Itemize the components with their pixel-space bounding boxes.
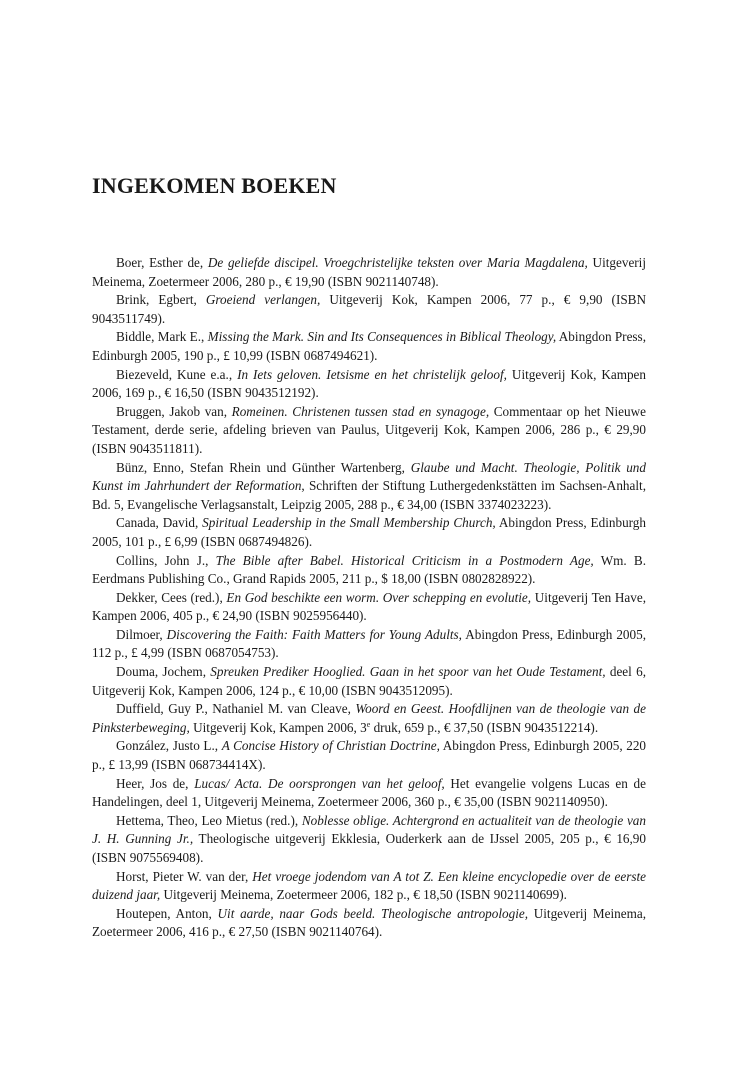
entry-author: Dekker, Cees (red.), (116, 589, 223, 605)
entry-details-prefix: Uitgeverij Kok, Kampen 2006, 3 (193, 719, 367, 735)
entry-details: Uitgeverij Meinema, Zoetermeer 2006, 182 p., € 18,50 (ISBN 9021140699). (163, 887, 567, 903)
entry-author: Duffield, Guy P., Nathaniel M. van Cleave, (116, 701, 351, 717)
book-entry (92, 403, 646, 459)
entry-details: Uitgeverij Meinema, Zoetermeer 2006, 416 p., € 27,50 (ISBN 9021140764). (92, 905, 646, 940)
entry-details: Commentaar op het Nieuwe Testament, derde serie, afdeling brieven van Paulus, Uitgeverij Kok, Kampen 2006, 286 p., € 29,90 (ISBN 9043511811). (92, 403, 646, 456)
book-entry (92, 254, 646, 291)
entry-author: Brink, Egbert, (116, 292, 197, 308)
entry-author: Canada, David, (116, 515, 199, 531)
entry-title: In Iets geloven. Ietsisme en het christelijk geloof, (237, 366, 507, 382)
entry-title: En God beschikte een worm. Over schepping en evolutie, (226, 589, 532, 605)
page-title: INGEKOMEN BOEKEN (92, 173, 337, 198)
book-entry (92, 905, 646, 942)
book-entry (92, 812, 646, 868)
entry-title: Het vroege jodendom van A tot Z. Een kleine encyclopedie over de eerste duizend jaar, (92, 868, 646, 903)
entry-title: Woord en Geest. Hoofdlijnen van de theologie van de Pinksterbeweging, (92, 701, 646, 735)
entry-title: Spreuken Prediker Hooglied. Gaan in het spoor van het Oude Testament, (210, 664, 606, 680)
entry-details: Abingdon Press, Edinburgh 2005, 220 p., £ 13,99 (ISBN 068734414X). (92, 738, 647, 773)
entry-author: Bünz, Enno, Stefan Rhein und Günther Wartenberg, (116, 459, 405, 475)
entry-details: Uitgeverij Meinema, Zoetermeer 2006, 280 p., € 19,90 (ISBN 9021140748). (92, 255, 647, 289)
entry-title: The Bible after Babel. Historical Criticism in a Postmodern Age, (215, 552, 594, 568)
entry-details: Abingdon Press, Edinburgh 2005, 190 p., £ 10,99 (ISBN 0687494621). (92, 329, 646, 363)
book-entry (92, 291, 646, 328)
entry-author: González, Justo L., (116, 738, 219, 754)
entry-details: druk, 659 p., € 37,50 (ISBN 9043512214). (373, 719, 599, 735)
edition-superscript: e (366, 719, 371, 729)
entry-title: Glaube und Macht. Theologie, Politik und Kunst im Jahrhundert der Reformation (92, 459, 646, 494)
entry-details: Uitgeverij Kok, Kampen 2006, 77 p., € 9,90 (ISBN 9043511749). (92, 292, 646, 326)
book-entry (92, 700, 646, 737)
entry-details: Wm. B. Eerdmans Publishing Co., Grand Rapids 2005, 211 p., $ 18,00 (ISBN 0802828922). (92, 552, 646, 587)
entry-author: Horst, Pieter W. van der, (116, 868, 249, 884)
book-entry (92, 663, 646, 700)
entry-author: Douma, Jochem, (116, 664, 206, 680)
entry-title: A Concise History of Christian Doctrine, (221, 738, 440, 754)
entry-title: De geliefde discipel. Vroegchristelijke teksten over Maria Magdalena, (207, 255, 588, 270)
book-entry (92, 626, 646, 663)
book-entry (92, 328, 646, 365)
entry-title: Missing the Mark. Sin and Its Consequences in Biblical Theology, (207, 329, 557, 345)
entry-details: Theologische uitgeverij Ekklesia, Ouderkerk aan de IJssel 2005, 205 p., € 16,90 (ISBN 9075569408). (92, 831, 646, 865)
entry-title: Lucas/ Acta. De oorsprongen van het geloof, (194, 775, 445, 791)
book-entry (92, 868, 646, 905)
entry-title: Noblesse oblige. Achtergrond en actualiteit van de theologie van J. H. Gunning Jr., (92, 812, 646, 847)
entry-author: Houtepen, Anton, (116, 905, 212, 921)
book-entry (92, 737, 646, 774)
entry-author: Collins, John J., (116, 552, 209, 568)
book-entry (92, 552, 646, 589)
entry-details: Het evangelie volgens Lucas en de Handelingen, deel 1, Uitgeverij Meinema, Zoetermeer 2006, 360 p., € 35,00 (ISBN 9021140950). (92, 775, 646, 810)
entry-author: Hettema, Theo, Leo Mietus (red.), (116, 812, 299, 828)
book-entry (92, 459, 646, 515)
entry-title: Discovering the Faith: Faith Matters for Young Adults, (166, 626, 462, 642)
entry-details: deel 6, Uitgeverij Kok, Kampen 2006, 124 p., € 10,00 (ISBN 9043512095). (92, 664, 647, 698)
entry-details: Uitgeverij Ten Have, Kampen 2006, 405 p., € 24,90 (ISBN 9025956440). (92, 589, 646, 624)
entry-author: Bruggen, Jakob van, (116, 403, 228, 419)
entry-author: Heer, Jos de, (116, 775, 189, 791)
entry-author: Boer, Esther de, (116, 255, 204, 270)
entry-title: Spiritual Leadership in the Small Membership Church, (202, 515, 496, 531)
entry-title: Romeinen. Christenen tussen stad en synagoge, (231, 403, 490, 419)
book-entry (92, 775, 646, 812)
entry-title: Uit aarde, naar Gods beeld. Theologische antropologie, (217, 905, 529, 921)
book-entry (92, 366, 646, 403)
entry-author: Dilmoer, (116, 626, 163, 642)
book-list (92, 254, 646, 942)
entry-details: Abingdon Press, Edinburgh 2005, 101 p., £ 6,99 (ISBN 0687494826). (92, 515, 646, 549)
entry-title: Groeiend verlangen, (205, 292, 321, 308)
entry-details: Uitgeverij Kok, Kampen 2006, 169 p., € 16,50 (ISBN 9043512192). (92, 366, 647, 401)
entry-details: Abingdon Press, Edinburgh 2005, 112 p., £ 4,99 (ISBN 0687054753). (92, 626, 647, 661)
book-entry (92, 514, 646, 551)
entry-author: Biddle, Mark E., (116, 329, 205, 345)
entry-author: Biezeveld, Kune e.a., (116, 366, 233, 382)
book-entry (92, 589, 646, 626)
entry-details: , Schriften der Stiftung Luthergedenkstätten im Sachsen-Anhalt, Bd. 5, Evangelische Verlagsanstalt, Leipzig 2005, 288 p., € 34,00 (ISBN 3374023223). (92, 478, 647, 512)
